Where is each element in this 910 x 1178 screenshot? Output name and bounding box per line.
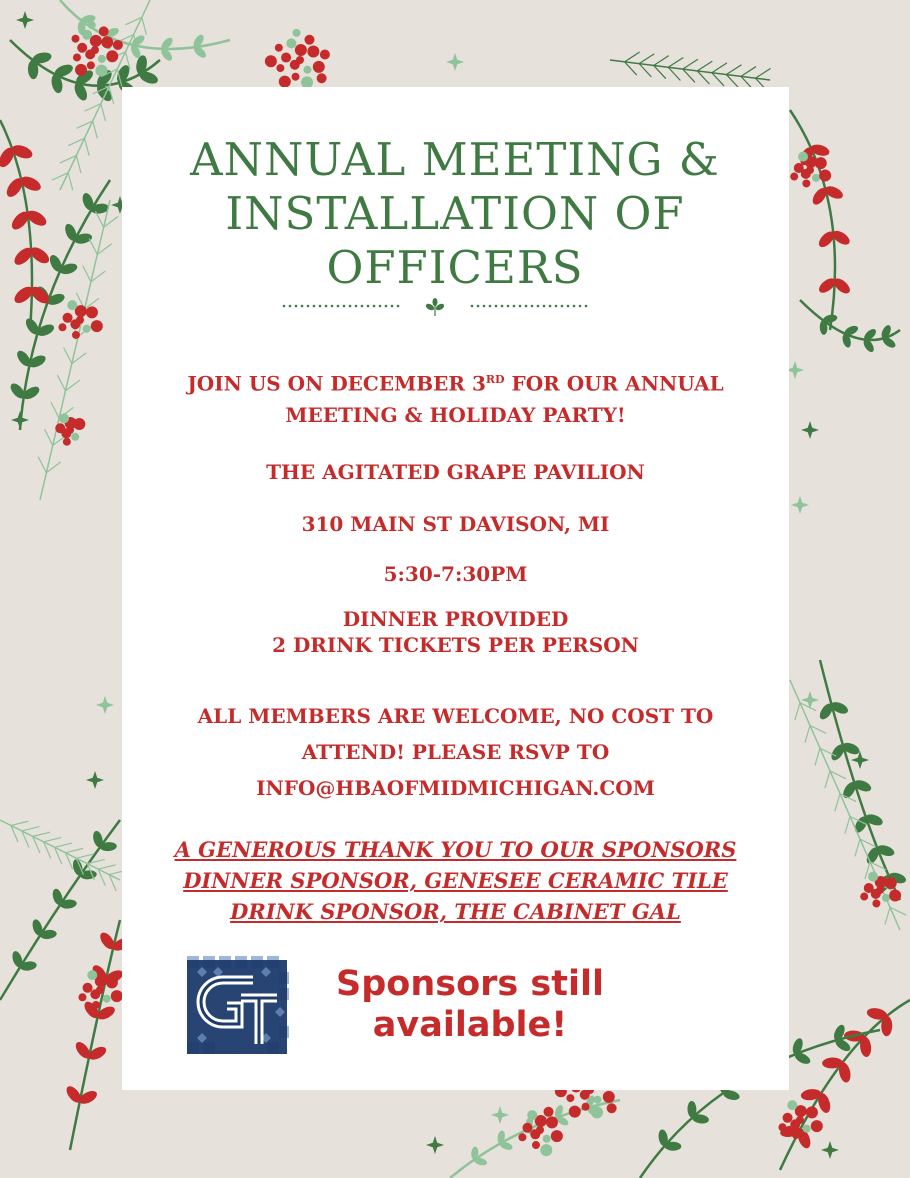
date-superscript: RD: [485, 373, 505, 386]
event-time: 5:30-7:30PM: [383, 562, 528, 586]
genesee-ceramic-tile-logo-icon: [183, 952, 293, 1058]
cta-line-2: available!: [372, 1005, 568, 1045]
intro-line-2: MEETING & HOLIDAY PARTY!: [285, 402, 626, 427]
title-line-2: INSTALLATION OF: [225, 187, 685, 240]
welcome-line-1: ALL MEMBERS ARE WELCOME, NO COST TO: [197, 704, 714, 728]
welcome-text: [122, 698, 789, 806]
cta-line-1: Sponsors still: [336, 964, 604, 1004]
intro-text: JOIN US ON DECEMBER 3RD FOR OUR ANNUAL MEETING & HOLIDAY PARTY!: [122, 364, 789, 431]
rsvp-email[interactable]: INFO@HBAOFMIDMICHIGAN.COM: [256, 776, 655, 800]
details-line-1: DINNER PROVIDED: [342, 607, 569, 631]
sponsors-available-callout: [300, 964, 640, 1046]
details-line-2: 2 DRINK TICKETS PER PERSON: [272, 633, 639, 657]
sponsor-line-3: DRINK SPONSOR, THE CABINET GAL: [230, 899, 681, 924]
welcome-line-2: ATTEND! PLEASE RSVP TO: [301, 740, 610, 764]
sponsor-line-2: DINNER SPONSOR, GENESEE CERAMIC TILE: [183, 868, 728, 893]
title-line-1: ANNUAL MEETING &: [190, 133, 720, 186]
sponsor-line-1: A GENEROUS THANK YOU TO OUR SPONSORS: [174, 837, 737, 862]
title-divider: [282, 298, 588, 318]
sponsor-thanks: [122, 834, 789, 927]
page-title: [0, 133, 910, 295]
event-details: [122, 606, 789, 658]
title-line-3: OFFICERS: [326, 241, 584, 294]
venue-name: THE AGITATED GRAPE PAVILION: [266, 460, 645, 484]
venue-address: 310 MAIN ST DAVISON, MI: [301, 512, 610, 536]
